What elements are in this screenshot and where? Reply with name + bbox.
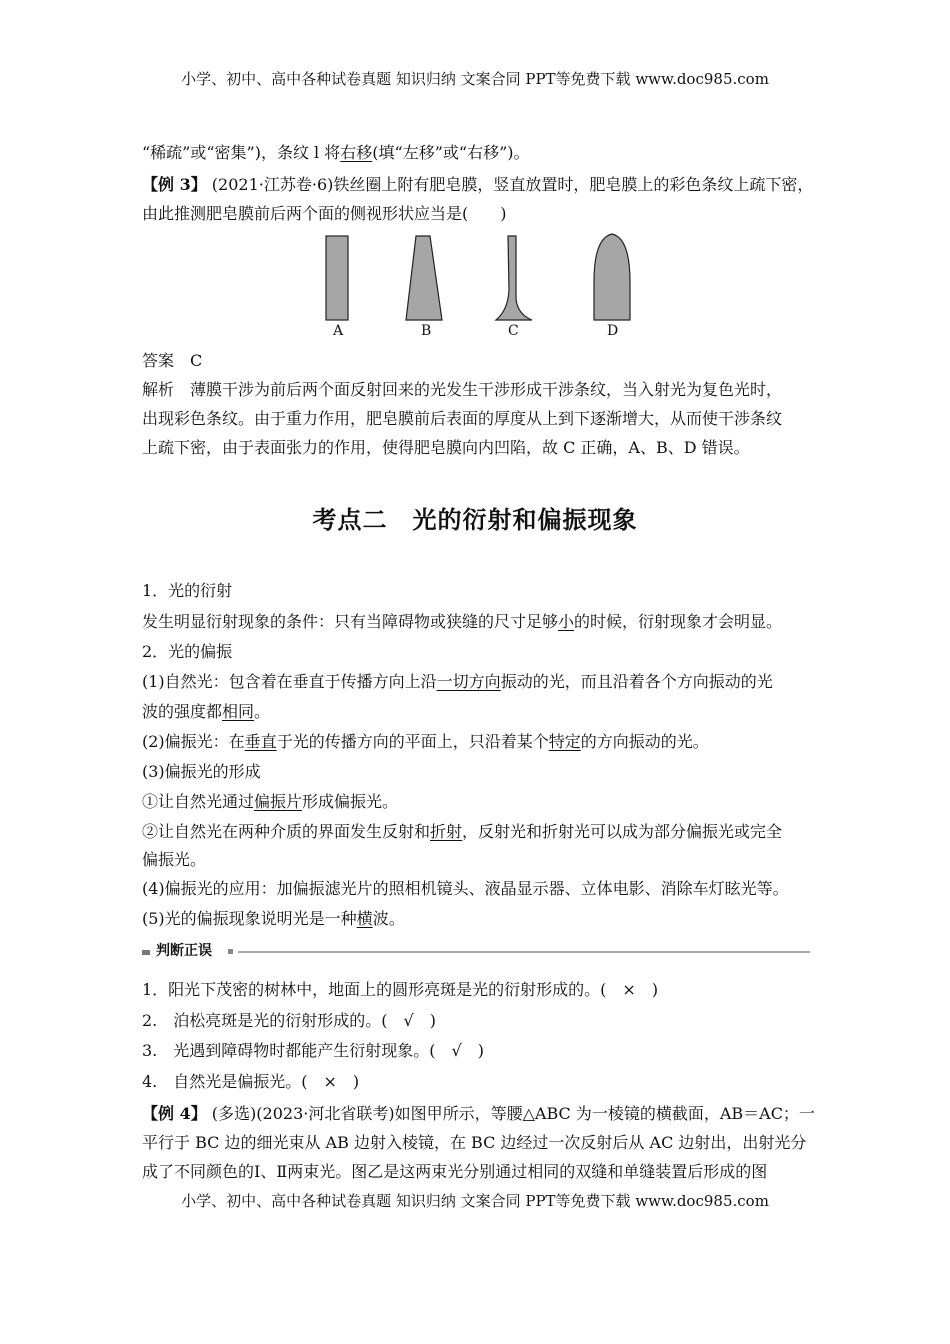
example3-question-line1 — [142, 174, 813, 196]
formation-item2-line1 — [142, 821, 782, 843]
shape-a — [326, 236, 348, 320]
text: 的时候，衍射现象才会明显。 — [574, 612, 783, 631]
example3-tag: 【例 3】 — [142, 175, 207, 194]
example3-explanation-line1: 解析 薄膜干涉为前后两个面反射回来的光发生干涉形成干涉条纹，当入射光为复色光时， — [142, 380, 783, 399]
soap-film-figure — [310, 230, 650, 325]
text: 波的强度都 — [142, 702, 223, 721]
example3-explanation-line3: 上疏下密，由于表面张力的作用，使得肥皂膜向内凹陷，故 C 正确，A、B、D 错误。 — [142, 438, 750, 457]
text: 于光的传播方向的平面上，只沿着某个 — [276, 732, 549, 751]
text: 的方向振动的光。 — [580, 732, 709, 751]
option-label-a: A — [333, 323, 344, 339]
judge-item-3: 3. 光遇到障碍物时都能产生衍射现象。( √ ) — [142, 1041, 484, 1060]
square-marker — [228, 949, 233, 954]
text: 波。 — [372, 909, 405, 928]
text: ①让自然光通过 — [142, 792, 255, 811]
text: (2)偏振光：在 — [142, 732, 245, 751]
bar-marker — [142, 950, 150, 955]
divider-rule — [238, 951, 810, 953]
polarization-applications: (4)偏振光的应用：加偏振滤光片的照相机镜头、液晶显示器、立体电影、消除车灯眩光等。 — [142, 879, 789, 898]
example3-answer: 答案 C — [142, 351, 203, 370]
polarized-formation-heading: (3)偏振光的形成 — [142, 762, 261, 781]
judge-title: 判断正误 — [156, 943, 212, 959]
example4-line3: 成了不同颜色的Ⅰ、Ⅱ两束光。图乙是这两束光分别通过相同的双缝和单缝装置后形成的图 — [142, 1162, 768, 1181]
text: ，反射光和折射光可以成为部分偏振光或完全 — [462, 822, 783, 841]
answer-underline: 偏振片 — [254, 792, 303, 811]
text: (2021·江苏卷·6)铁丝圈上附有肥皂膜，竖直放置时，肥皂膜上的彩色条纹上疏下密， — [206, 175, 814, 194]
text: (填“左移”或“右移”)。 — [372, 143, 530, 162]
continuation-line — [142, 142, 530, 164]
formation-item1 — [142, 791, 398, 813]
example4-line2: 平行于 BC 边的细光束从 AB 边射入棱镜，在 BC 边经过一次反射后从 AC 边射出，出射光分 — [142, 1133, 807, 1152]
text: 。 — [254, 702, 271, 721]
text: 振动的光，而且沿着各个方向振动的光 — [500, 672, 773, 691]
natural-light-line2 — [142, 701, 270, 723]
text: 形成偏振光。 — [302, 792, 399, 811]
answer-underline: 特定 — [548, 732, 581, 751]
answer-underline: 横 — [356, 909, 373, 928]
shape-b — [406, 236, 442, 320]
judge-item-4: 4. 自然光是偏振光。( × ) — [142, 1072, 360, 1091]
section-title: 考点二 光的衍射和偏振现象 — [312, 506, 638, 534]
example3-explanation-line2: 出现彩色条纹。由于重力作用，肥皂膜前后表面的厚度从上到下逐渐增大，从而使干涉条纹 — [142, 409, 783, 428]
text: 发生明显衍射现象的条件：只有当障碍物或狭缝的尺寸足够 — [142, 612, 559, 631]
diffraction-condition — [142, 611, 782, 633]
answer-underline: 一切方向 — [436, 672, 501, 691]
heading-polarization: 2．光的偏振 — [142, 642, 233, 661]
judge-item-2: 2. 泊松亮斑是光的衍射形成的。( √ ) — [142, 1011, 436, 1030]
page-footer: 小学、初中、高中各种试卷真题 知识归纳 文案合同 PPT等免费下载 www.doc985.com — [181, 1192, 769, 1210]
answer-underline: 小 — [558, 612, 575, 631]
answer-underline: 相同 — [222, 702, 255, 721]
shape-d — [594, 234, 630, 320]
formation-item2-line2: 偏振光。 — [142, 850, 207, 869]
shape-c — [496, 236, 532, 320]
polarized-light — [142, 731, 709, 753]
example3-question-line2: 由此推测肥皂膜前后两个面的侧视形状应当是( ) — [142, 204, 507, 223]
text: (多选)(2023·河北省联考)如图甲所示，等腰△ABC 为一棱镜的横截面，AB＝AC；一 — [206, 1104, 815, 1123]
judge-item-1: 1．阳光下茂密的树林中，地面上的圆形亮斑是光的衍射形成的。( × ) — [142, 980, 659, 999]
text: ②让自然光在两种介质的界面发生反射和 — [142, 822, 431, 841]
answer-underline: 右移 — [340, 143, 373, 162]
option-label-c: C — [508, 323, 519, 339]
transverse-wave — [142, 908, 405, 930]
judge-section-bar — [142, 940, 810, 962]
natural-light-line1 — [142, 671, 773, 693]
option-label-b: B — [421, 323, 432, 339]
text: (5)光的偏振现象说明光是一种 — [142, 909, 357, 928]
example4-tag: 【例 4】 — [142, 1104, 207, 1123]
text: (1)自然光：包含着在垂直于传播方向上沿 — [142, 672, 437, 691]
answer-underline: 折射 — [430, 822, 463, 841]
page-header: 小学、初中、高中各种试卷真题 知识归纳 文案合同 PPT等免费下载 www.doc985.com — [181, 70, 769, 88]
text: “稀疏”或“密集”)，条纹 l 将 — [142, 143, 341, 162]
example4-line1 — [142, 1103, 815, 1125]
option-label-d: D — [607, 323, 619, 339]
answer-underline: 垂直 — [244, 732, 277, 751]
heading-diffraction: 1．光的衍射 — [142, 581, 233, 600]
